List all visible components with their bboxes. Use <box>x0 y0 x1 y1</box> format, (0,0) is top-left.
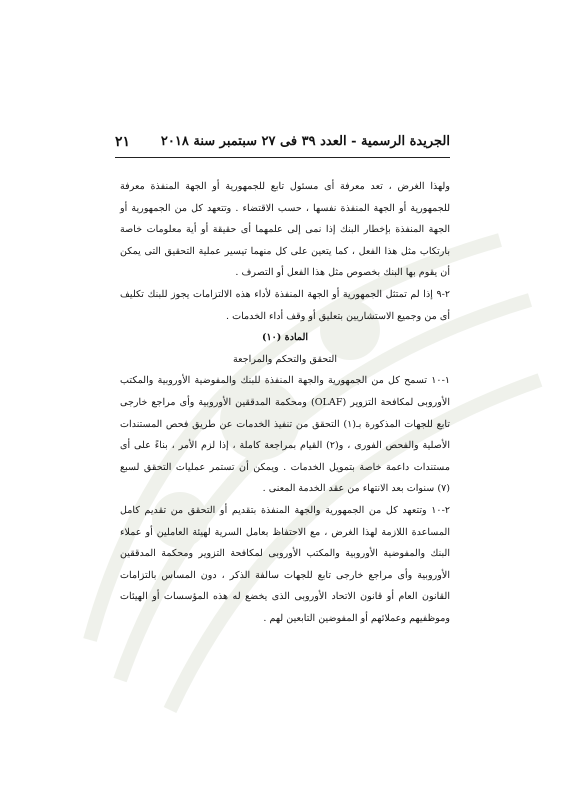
paragraph: ١-١٠ تسمح كل من الجمهورية والجهة المنفذة للبنك والمفوضية الأوروبية والمكتب الأوروبى لمكافحة التزوير (OLAF) ومحكمة المدققين الأوروبية وأى مراجع خارجى تابع للجهات المذكورة بـ(١) التحقق من تنفيذ الخدمات عن طريق فحص المستندات الأصلية والفحص الفورى ، و(٢) القيام بمراجعة كاملة ، إذا لزم الأمر ، بناءً على أى مستندات داعمة خاصة بتمويل الخدمات . ويمكن أن تستمر عمليات التحقق لسبع (٧) سنوات بعد الانتهاء من عقد الخدمة المعنى . <box>120 375 450 495</box>
paragraph: ٢-٩ إذا لم تمتثل الجمهورية أو الجهة المنفذة لأداء هذه الالتزامات يجوز للبنك تكليف أى من وجميع الاستشاريين بتعليق أو وقف أداء الخدمات . <box>120 288 450 322</box>
article-heading: المادة (١٠) <box>261 332 309 344</box>
page-number: ٢١ <box>115 134 131 150</box>
journal-title: الجريدة الرسمية - العدد ٣٩ فى ٢٧ سبتمبر سنة ٢٠١٨ <box>160 134 450 149</box>
article-subheading: التحقق والتحكم والمراجعة <box>232 353 338 365</box>
paragraph: ٢-١٠ وتتعهد كل من الجمهورية والجهة المنفذة بتقديم أو التحقق من تقديم كامل المساعدة اللازمة لهذا الغرض ، مع الاحتفاظ بعامل السرية لهيئة العاملين أو عملاء البنك والمفوضية الأوروبية والمكتب الأوروبى لمكافحة التزوير ومحكمة المدققين الأوروبية وأى مراجع خارجى تابع للجهات سالفة الذكر ، دون المساس بالتزامات القانون العام أو قانون الاتحاد الأوروبى الذى يخضع له هذه المؤسسات أو الهيئات وموظفيهم وعملائهم أو المفوضين التابعين لهم . <box>120 504 450 624</box>
page-header <box>115 134 450 156</box>
header-divider <box>115 157 450 158</box>
paragraph: ولهذا الغرض ، تعد معرفة أى مسئول تابع للجمهورية أو الجهة المنفذة معرفة للجمهورية أو الجهة المنفذة نفسها ، حسب الاقتضاء . وتتعهد كل من الجمهورية أو الجهة المنفذة بإخطار البنك إذا نمى إلى علمهما أى حقيقة أو أية معلومات خاصة بارتكاب مثل هذا الفعل ، كما يتعين على كل منهما تيسير عملية التحقيق التى يمكن أن يقوم بها البنك بخصوص مثل هذا الفعل أو التصرف . <box>120 181 450 279</box>
document-body <box>120 176 450 629</box>
